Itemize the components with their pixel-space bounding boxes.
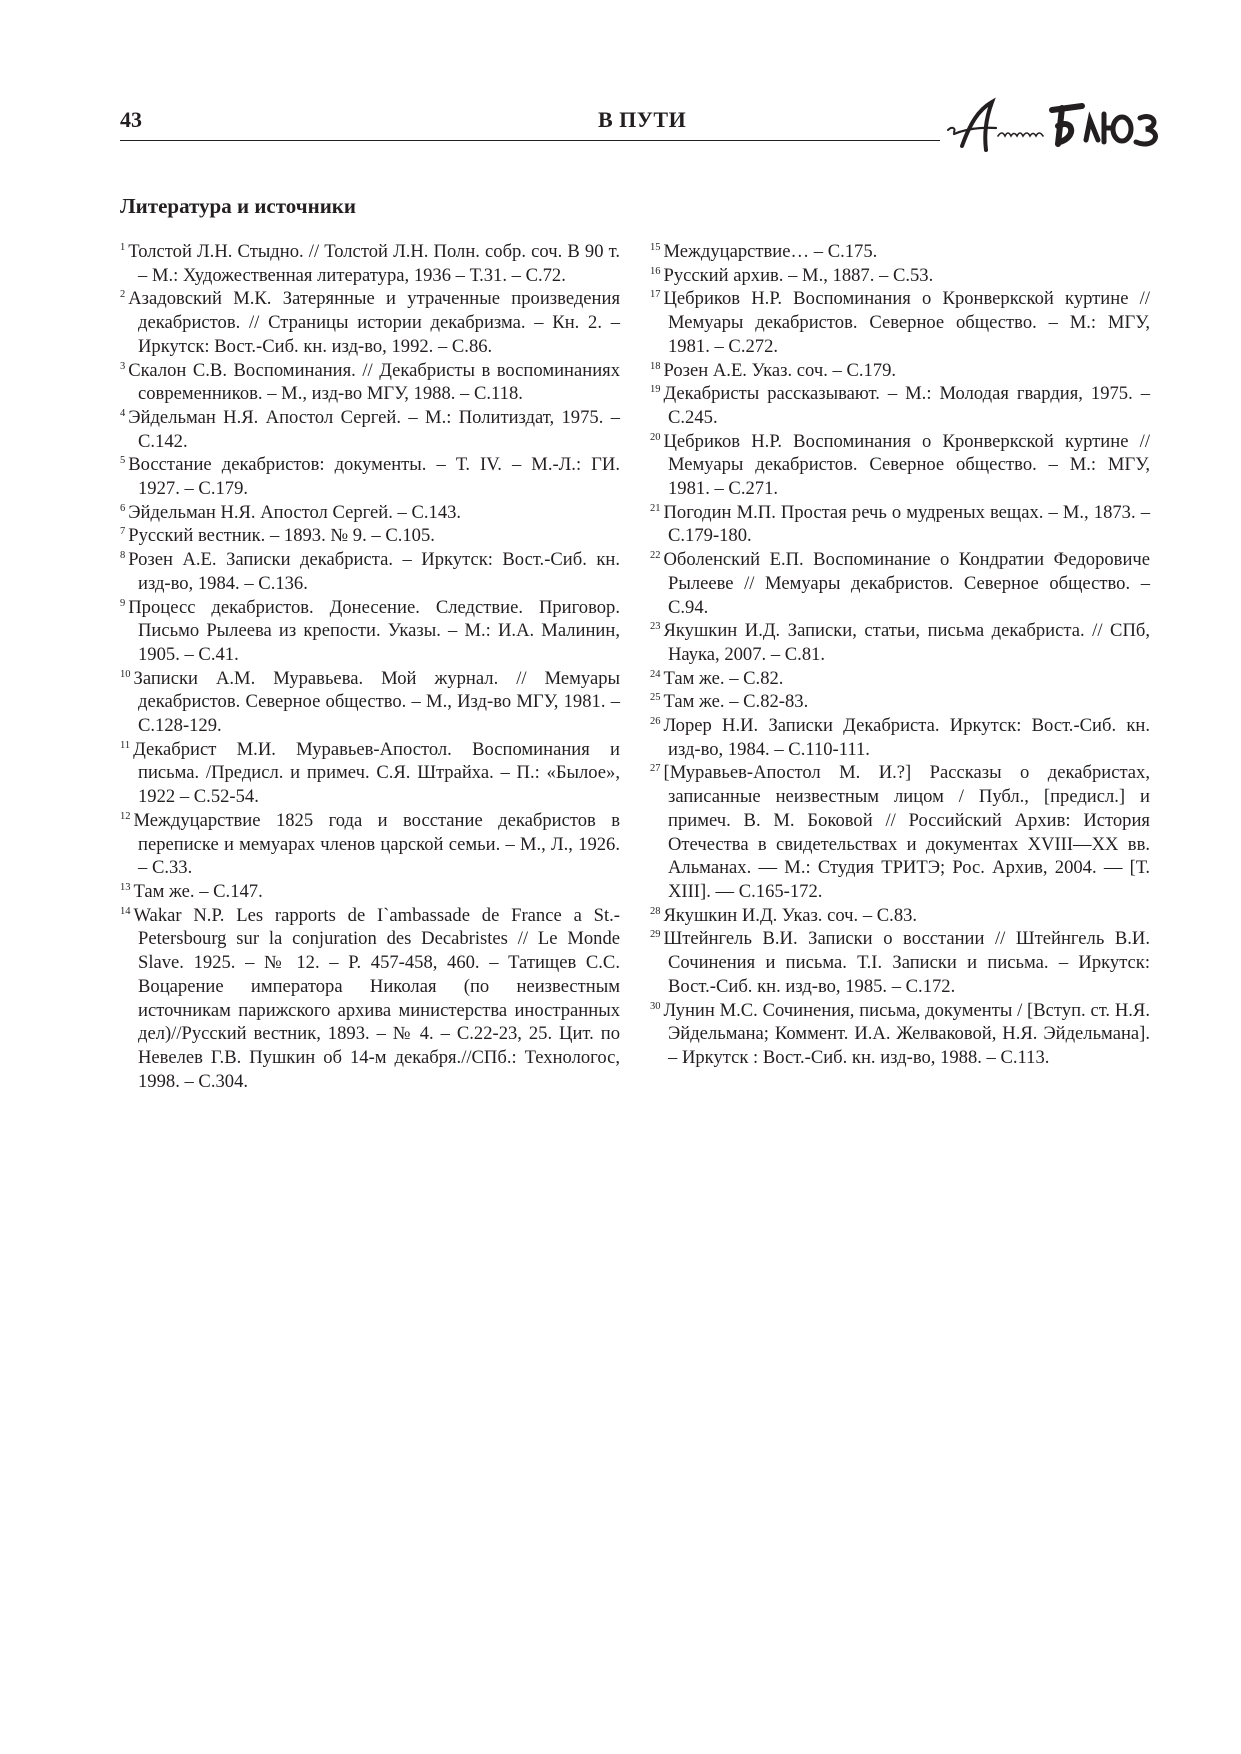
reference-item [120, 524, 620, 548]
reference-item [650, 287, 1150, 358]
page-header [120, 96, 1170, 156]
reference-text: Там же. – С.82-83. [663, 691, 809, 713]
reference-item [120, 406, 620, 453]
reference-text: Цебриков Н.Р. Воспоминания о Кронверкской куртине // Мемуары декабристов. Северное общество. – М.: МГУ, 1981. – С.271. [663, 430, 1150, 500]
reference-number: 24 [650, 668, 661, 680]
reference-text: Русский вестник. – 1893. № 9. – С.105. [128, 525, 435, 547]
reference-item [650, 548, 1150, 619]
reference-text: Декабрист М.И. Муравьев-Апостол. Воспоминания и письма. /Предисл. и примеч. С.Я. Штрайха. – П.: «Былое», 1922 – С.52-54. [133, 738, 620, 808]
reference-text: Междуцарствие 1825 года и восстание декабристов в переписке и мемуарах членов царской семьи. – М., Л., 1926. – С.33. [133, 809, 620, 879]
reference-text: Якушкин И.Д. Записки, статьи, письма декабриста. // СПб, Наука, 2007. – С.81. [663, 620, 1150, 665]
reference-text: Восстание декабристов: документы. – Т. IV. – М.-Л.: ГИ. 1927. – С.179. [128, 454, 620, 500]
reference-item [650, 619, 1150, 666]
reference-item [120, 880, 620, 904]
reference-item [120, 240, 620, 287]
reference-item [650, 382, 1150, 429]
reference-number: 23 [650, 621, 661, 633]
reference-item [650, 690, 1150, 714]
reference-number: 25 [650, 692, 661, 704]
reference-number: 7 [120, 526, 126, 538]
reference-number: 30 [650, 1000, 661, 1012]
reference-number: 15 [650, 242, 661, 253]
reference-item [650, 359, 1150, 383]
reference-text: Эйдельман Н.Я. Апостол Сергей. – М.: Политиздат, 1975. – С.142. [128, 406, 620, 452]
reference-item [650, 240, 1150, 264]
reference-text: Декабристы рассказывают. – М.: Молодая гвардия, 1975. – С.245. [663, 383, 1150, 428]
reference-text: [Муравьев-Апостол М. И.?] Рассказы о декабристах, записанные неизвестным лицом / Публ., [предисл.] и примеч. В. М. Боковой // Российский Архив: История Отечества в свидетельствах и документах XVIII—XX вв. Альманах. — М.: Студия ТРИТЭ; Рос. Архив, 2004. — [Т. XIII]. — С.165-172. [663, 762, 1150, 902]
reference-text: Цебриков Н.Р. Воспоминания о Кронверкской куртине // Мемуары декабристов. Северное общество. – М.: МГУ, 1981. – С.272. [663, 288, 1150, 357]
reference-item [120, 596, 620, 667]
reference-item [120, 453, 620, 500]
reference-item [650, 501, 1150, 548]
reference-text: Лунин М.С. Сочинения, письма, документы / [Вступ. ст. Н.Я. Эйдельмана; Коммент. И.А. Желваковой, Н.Я. Эйдельмана]. – Иркутск : Вост.-Сиб. кн. изд-во, 1988. – С.113. [663, 999, 1150, 1068]
reference-number: 16 [650, 265, 661, 277]
reference-number: 5 [120, 455, 126, 467]
reference-text: Толстой Л.Н. Стыдно. // Толстой Л.Н. Полн. собр. соч. В 90 т. – М.: Художественная литература, 1936 – Т.31. – С.72. [128, 241, 620, 286]
reference-number: 20 [650, 431, 661, 443]
reference-item [120, 738, 620, 809]
section-title: В ПУТИ [598, 107, 687, 132]
reference-number: 14 [120, 905, 131, 917]
reference-number: 8 [120, 550, 126, 562]
reference-item [120, 287, 620, 358]
reference-number: 29 [650, 929, 661, 941]
reference-item [120, 904, 620, 1094]
reference-item [120, 667, 620, 738]
references-heading: Литература и источники [120, 194, 356, 218]
reference-text: Розен А.Е. Записки декабриста. – Иркутск: Вост.-Сиб. кн. изд-во, 1984. – С.136. [128, 549, 620, 594]
reference-item [120, 548, 620, 595]
reference-number: 18 [650, 360, 661, 372]
reference-number: 1 [120, 242, 126, 253]
reference-number: 17 [650, 289, 661, 301]
reference-text: Процесс декабристов. Донесение. Следствие. Приговор. Письмо Рылеева из крепости. Указы. – М.: И.А. Малинин, 1905. – С.41. [128, 596, 620, 665]
reference-number: 21 [650, 502, 661, 514]
reference-number: 6 [120, 502, 126, 514]
page-number: 43 [120, 107, 142, 132]
reference-item [650, 927, 1150, 998]
reference-item [650, 999, 1150, 1070]
reference-number: 11 [120, 739, 131, 751]
reference-text: Якушкин И.Д. Указ. соч. – С.83. [663, 904, 918, 926]
reference-item [120, 501, 620, 525]
reference-number: 9 [120, 597, 126, 609]
reference-item [650, 714, 1150, 761]
references-column-right [650, 240, 1150, 1070]
reference-number: 2 [120, 289, 126, 301]
reference-text: Лорер Н.И. Записки Декабриста. Иркутск: Вост.-Сиб. кн. изд-во, 1984. – С.110-111. [663, 715, 1150, 760]
reference-item [120, 809, 620, 880]
apraksin-blues-logo [940, 96, 1168, 156]
header-rule [120, 140, 940, 141]
reference-item [650, 667, 1150, 691]
reference-item [650, 264, 1150, 288]
reference-number: 26 [650, 716, 661, 728]
reference-text: Русский архив. – М., 1887. – С.53. [663, 264, 934, 286]
reference-text: Азадовский М.К. Затерянные и утраченные произведения декабристов. // Страницы истории декабризма. – Кн. 2. – Иркутск: Вост.-Сиб. кн. изд-во, 1992. – С.86. [128, 288, 620, 357]
reference-item [650, 761, 1150, 903]
reference-item [650, 904, 1150, 928]
reference-text: Штейнгель В.И. Записки о восстании // Штейнгель В.И. Сочинения и письма. Т.I. Записки и письма. – Иркутск: Вост.-Сиб. кн. изд-во, 1985. – С.172. [663, 928, 1150, 997]
reference-text: Междуцарствие… – С.175. [663, 241, 878, 262]
reference-number: 27 [650, 763, 661, 775]
reference-number: 13 [120, 881, 131, 893]
reference-item [120, 359, 620, 406]
reference-number: 22 [650, 550, 661, 562]
reference-text: Розен А.Е. Указ. соч. – С.179. [663, 359, 897, 381]
reference-number: 12 [120, 810, 131, 822]
reference-text: Скалон С.В. Воспоминания. // Декабристы в воспоминаниях современников. – М., изд-во МГУ, 1988. – С.118. [128, 359, 620, 405]
reference-text: Оболенский Е.П. Воспоминание о Кондратии Федоровиче Рылееве // Мемуары декабристов. Северное общество. – С.94. [663, 549, 1150, 618]
reference-number: 10 [120, 668, 131, 680]
reference-text: Погодин М.П. Простая речь о мудреных вещах. – М., 1873. – С.179-180. [663, 501, 1150, 547]
reference-item [650, 430, 1150, 501]
reference-text: Эйдельман Н.Я. Апостол Сергей. – С.143. [128, 501, 462, 523]
references-column-left [120, 240, 620, 1093]
reference-text: Записки А.М. Муравьева. Мой журнал. // Мемуары декабристов. Северное общество. – М., Изд-во МГУ, 1981. – С.128-129. [133, 667, 620, 737]
reference-text: Там же. – С.147. [133, 880, 263, 902]
reference-text: Там же. – С.82. [663, 667, 784, 689]
reference-number: 28 [650, 905, 661, 917]
reference-number: 3 [120, 360, 126, 372]
reference-text: Wakar N.P. Les rapports de I`ambassade de France a St.-Petersbourg sur la conjuration des Decabristes // Le Monde Slave. 1925. – № 12. – P. 457-458, 460. – Татищев С.С. Воцарение императора Николая (по неизвестным источникам парижского архива министерства иностранных дел)//Русский вестник, 1893. – № 4. – С.22-23, 25. Цит. по Невелев Г.В. Пушкин об 14-м декабря.//СПб.: Технологос, 1998. – С.304. [133, 904, 620, 1092]
reference-number: 19 [650, 384, 661, 396]
reference-number: 4 [120, 407, 126, 419]
